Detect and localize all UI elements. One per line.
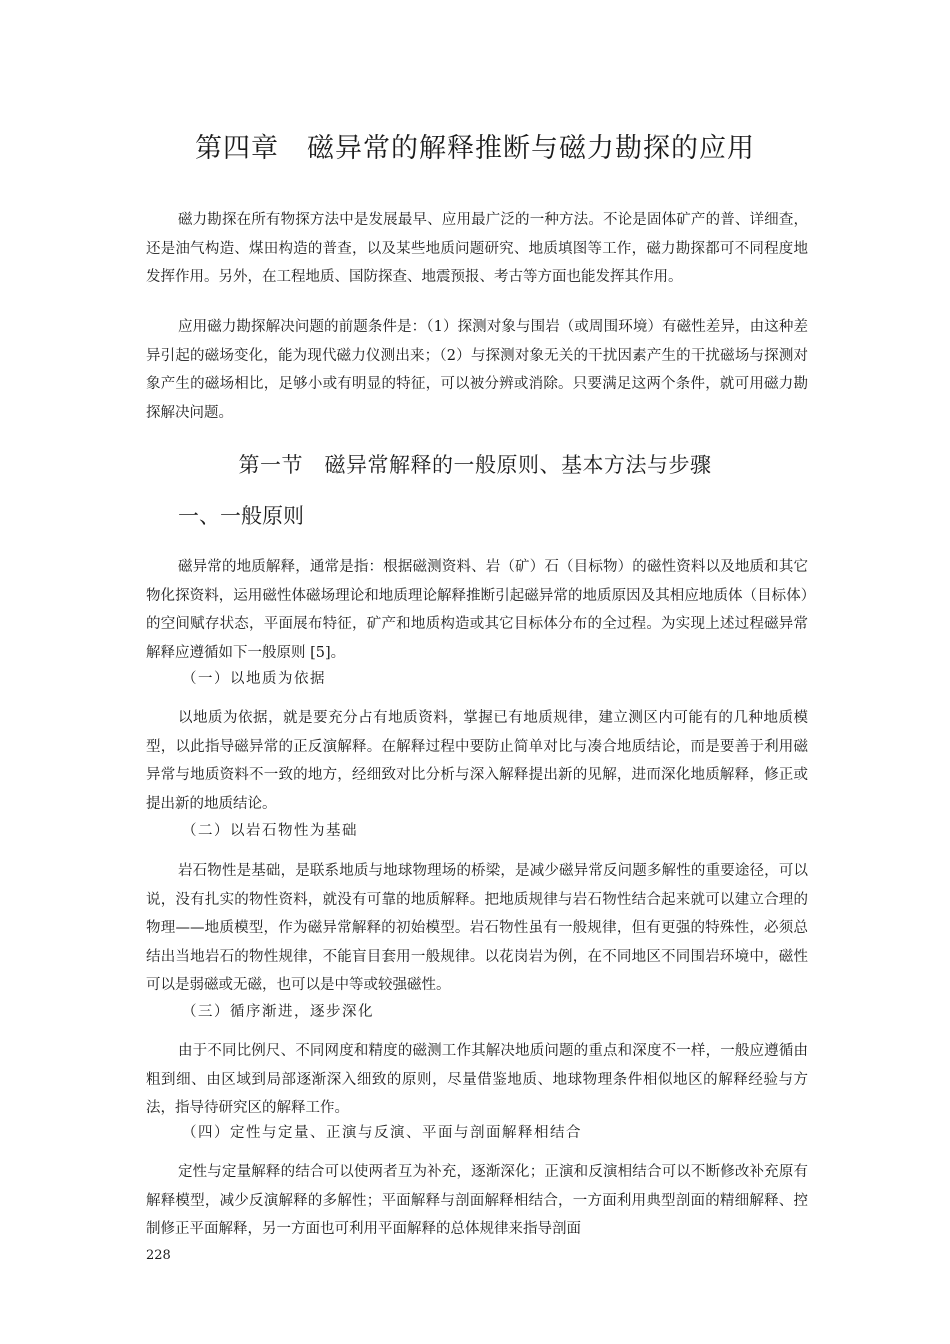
principle-heading-4: （四）定性与定量、正演与反演、平面与剖面解释相结合 bbox=[182, 1125, 582, 1141]
principle-text-1: 以地质为依据，就是要充分占有地质资料，掌握已有地质规律，建立测区内可能有的几种地质模型，以此指导磁异常的正反演解释。在解释过程中要防止简单对比与凑合地质结论，而是要善于利用磁异常与地质资料不一致的地方，经细致对比分析与深入解释提出新的见解，进而深化地质解释，修正或提出新的地质结论。 bbox=[146, 710, 808, 812]
principle-heading-1: （一）以地质为依据 bbox=[182, 671, 326, 687]
principle-heading-3: （三）循序渐进，逐步深化 bbox=[182, 1004, 374, 1020]
chapter-title: 第四章 磁异常的解释推断与磁力勘探的应用 bbox=[195, 133, 755, 164]
section-title: 第一节 磁异常解释的一般原则、基本方法与步骤 bbox=[238, 453, 712, 477]
intro-paragraph-1: 磁力勘探在所有物探方法中是发展最早、应用最广泛的一种方法。不论是固体矿产的普、详细查，还是油气构造、煤田构造的普查，以及某些地质问题研究、地质填图等工作，磁力勘探都可不同程度地发挥作用。另外，在工程地质、国防探查、地震预报、考古等方面也能发挥其作用。 bbox=[146, 212, 808, 285]
principle-text-3: 由于不同比例尺、不同网度和精度的磁测工作其解决地质问题的重点和深度不一样，一般应遵循由粗到细、由区域到局部逐渐深入细致的原则，尽量借鉴地质、地球物理条件相似地区的解释经验与方法，指导待研究区的解释工作。 bbox=[146, 1043, 808, 1116]
subsection-intro-paragraph: 磁异常的地质解释，通常是指：根据磁测资料、岩（矿）石（目标物）的磁性资料以及地质和其它物化探资料，运用磁性体磁场理论和地质理论解释推断引起磁异常的地质原因及其相应地质体（目标体）的空间赋存状态，平面展布特征，矿产和地质构造或其它目标体分布的全过程。为实现上述过程磁异常解释应遵循如下一般原则 [5]。 bbox=[146, 559, 808, 661]
page-number: 228 bbox=[146, 1248, 171, 1263]
principle-text-2: 岩石物性是基础，是联系地质与地球物理场的桥梁，是减少磁异常反问题多解性的重要途径，可以说，没有扎实的物性资料，就没有可靠的地质解释。把地质规律与岩石物性结合起来就可以建立合理的物理——地质模型，作为磁异常解释的初始模型。岩石物性虽有一般规律，但有更强的特殊性，必须总结出当地岩石的物性规律，不能盲目套用一般规律。以花岗岩为例，在不同地区不同围岩环境中，磁性可以是弱磁或无磁，也可以是中等或较强磁性。 bbox=[146, 863, 808, 993]
principle-text-4: 定性与定量解释的结合可以使两者互为补充，逐渐深化；正演和反演相结合可以不断修改补充原有解释模型，减少反演解释的多解性；平面解释与剖面解释相结合，一方面利用典型剖面的精细解释、控制修正平面解释，另一方面也可利用平面解释的总体规律来指导剖面 bbox=[146, 1164, 808, 1237]
subsection-title: 一、一般原则 bbox=[178, 504, 304, 528]
principle-heading-2: （二）以岩石物性为基础 bbox=[182, 823, 358, 839]
intro-paragraph-2: 应用磁力勘探解决问题的前题条件是：（1）探测对象与围岩（或周围环境）有磁性差异，由这种差异引起的磁场变化，能为现代磁力仪测出来；（2）与探测对象无关的干扰因素产生的干扰磁场与探测对象产生的磁场相比，足够小或有明显的特征，可以被分辨或消除。只要满足这两个条件，就可用磁力勘探解决问题。 bbox=[146, 319, 808, 421]
